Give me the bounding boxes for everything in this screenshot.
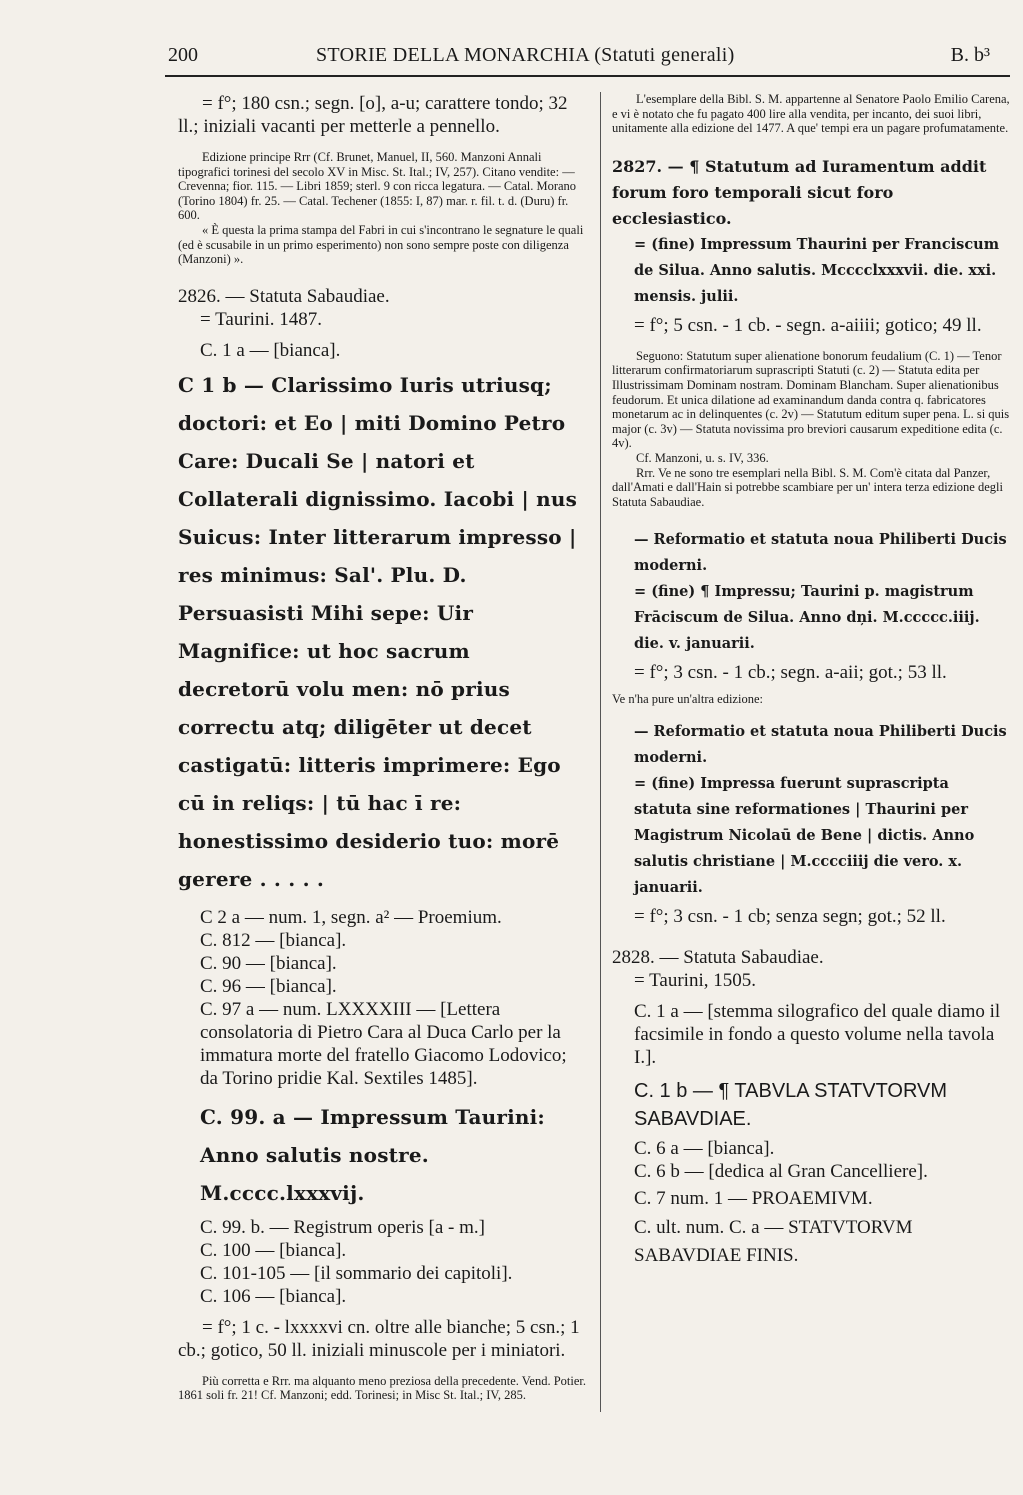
reformatio-1-title: — Reformatio et statuta noua Philiberti Ducis moderni. <box>634 531 1007 575</box>
left-column <box>178 92 588 1403</box>
reformatio-2-title: — Reformatio et statuta noua Philiberti Ducis moderni. <box>634 722 1007 766</box>
c1a-line: C. 1 a — [bianca]. <box>200 339 341 361</box>
reformatio-1-colophon: = (fine) ¶ Impressu; Taurini p. magistrum Frāciscum de Silua. Anno dņi. M.ccccc.iiij. die. v. januarii. <box>634 583 980 653</box>
c100-line: C. 100 — [bianca]. <box>200 1239 347 1261</box>
entry-2827-gothic-title: 2827. — ¶ Statutum ad Iuramentum addit forum foro temporali sicut foro ecclesiastico. <box>612 156 987 228</box>
entry-2828-ult: C. ult. num. C. a — STATVTORVM SABAVDIAE FINIS. <box>634 1216 913 1266</box>
c1b-gothic-text: C 1 b — Clarissimo Iuris utriusq; doctori: et Eo | miti Domino Petro Care: Ducali Se | natori et Collaterali dignissimo. Iacobi | nus Suicus: Inter litterarum impresso | res minimus: Sal'. Plu. D. Persuasisti Mihi sepe: Uir Magnifice: ut hoc sacrum decretorū volu men: nō prius correctu atq; diligēter ut decet castigatū: litteris imprimere: Ego cū in reliqs: | tū hac ī re: honestissimo desiderio tuo: morē gerere . . . . . <box>178 372 578 891</box>
collation-2825: = f°; 180 csn.; segn. [o], a-u; carattere tondo; 32 ll.; iniziali vacanti per metterle a pennello. <box>178 93 568 137</box>
reformatio-2-collation: = f°; 3 csn. - 1 cb; senza segn; got.; 52 ll. <box>634 905 946 927</box>
header-rule <box>165 75 1010 77</box>
page-number: 200 <box>168 44 198 66</box>
reformatio-2-colophon: = (fine) Impressa fuerunt suprascripta statuta sine reformationes | Thaurini per Magistrum Nicolaū de Bene | dictis. Anno salutis christiane | M.cccciiij die vero. x. januarii. <box>634 774 975 896</box>
entry-2826-heading: 2826. — Statuta Sabaudiae. <box>178 285 390 307</box>
signature-mark: B. b³ <box>950 44 990 66</box>
c812-line: C. 812 — [bianca]. <box>200 929 347 951</box>
entry-2828-heading: 2828. — Statuta Sabaudiae. <box>612 946 824 968</box>
c99b-line: C. 99. b. — Registrum operis [a - m.] <box>200 1216 485 1238</box>
entry-2827-note: Seguono: Statutum super alienatione bonorum feudalium (C. 1) — Tenor litterarum confirmatoriarum suprascripti Statuti (c. 2) — Statuta edita per Illustrissimam Dominam nostram. Dominam Blancham. Super alienationibus feudorum. Et unica dilatione ad examinandum danda contra q. fabricatores monetarum ac in delinquentes (c. 2v) — Statutum editum super pena. L. si quis major (c. 3v) — Statuta novissima pro breviori causarum expeditione edita (c. 4v). <box>612 348 1010 451</box>
reformatio-1-collation: = f°; 3 csn. - 1 cb.; segn. a-aii; got.; 53 ll. <box>634 662 947 684</box>
entry-2828-c1b: C. 1 b — ¶ TABVLA STATVTORVM SABAVDIAE. <box>634 1079 948 1130</box>
collation-2826: = f°; 1 c. - lxxxxvi cn. oltre alle bianche; 5 csn.; 1 cb.; gotico, 50 ll. iniziali minuscole per i miniatori. <box>178 1316 580 1361</box>
c90-line: C. 90 — [bianca]. <box>200 952 337 974</box>
note-esemplare: L'esemplare della Bibl. S. M. appartenne al Senatore Paolo Emilio Carena, e vi è notato che fu pagato 400 lire alla vendita, per incanto, dei suoi libri, unitamente alla edizione del 1477. A que' tempi era un pagare profumatamente. <box>612 92 1010 136</box>
running-title: STORIE DELLA MONARCHIA (Statuti generali) <box>316 44 735 66</box>
entry-2827-collation: = f°; 5 csn. - 1 cb. - segn. a-aiiii; gotico; 49 ll. <box>634 314 982 336</box>
c97a-line: C. 97 a — num. LXXXXIII — [Lettera consolatoria di Pietro Cara al Duca Carlo per la immatura morte del fratello Giacomo Lodovico; da Torino pridie Kal. Sextiles 1485]. <box>200 998 567 1089</box>
entry-2828-place: = Taurini, 1505. <box>634 969 756 991</box>
entry-2828-c6b: C. 6 b — [dedica al Gran Cancelliere]. <box>634 1160 928 1182</box>
entry-2827-cf: Cf. Manzoni, u. s. IV, 336. <box>636 450 769 465</box>
c106-line: C. 106 — [bianca]. <box>200 1285 347 1307</box>
entry-2827-rrr: Rrr. Ve ne sono tre esemplari nella Bibl. S. M. Com'è citata dal Panzer, dall'Amati e dall'Hain si potrebbe scambiare per un' intera terza edizione degli Statuta Sabaudiae. <box>612 465 1003 509</box>
right-column <box>612 92 1010 1270</box>
page-header <box>168 40 1008 72</box>
c96-line: C. 96 — [bianca]. <box>200 975 337 997</box>
note-2826: Più corretta e Rrr. ma alquanto meno preziosa della precedente. Vend. Potier. 1861 soli fr. 21! Cf. Manzoni; edd. Torinesi; in Misc St. Ital.; IV, 285. <box>178 1373 587 1403</box>
entry-2828-c6a: C. 6 a — [bianca]. <box>634 1137 775 1159</box>
entry-2826-place: = Taurini. 1487. <box>200 308 322 330</box>
quote-manzoni: « È questa la prima stampa del Fabri in cui s'incontrano le segnature le quali (ed è scusabile in un primo esperimento) non sono sempre poste con diligenza (Manzoni) ». <box>178 222 584 267</box>
c101-line: C. 101-105 — [il sommario dei capitoli]. <box>200 1262 513 1284</box>
c2a-line: C 2 a — num. 1, segn. a² — Proemium. <box>200 906 502 928</box>
reformatio-other-edition: Ve n'ha pure un'altra edizione: <box>612 692 763 707</box>
entry-2827-colophon: = (fine) Impressum Thaurini per Franciscum de Silua. Anno salutis. Mcccclxxxvii. die. xxi. mensis. julii. <box>634 235 1000 305</box>
column-divider <box>600 92 601 1412</box>
entry-2828-c7: C. 7 num. 1 — PROAEMIVM. <box>634 1187 873 1209</box>
c99a-gothic-colophon: C. 99. a — Impressum Taurini: Anno salutis nostre. M.cccc.lxxxvij. <box>200 1104 546 1205</box>
entry-2828-c1a: C. 1 a — [stemma silografico del quale diamo il facsimile in fondo a questo volume nella tavola I.]. <box>634 1000 1001 1068</box>
note-edizione-principe: Edizione principe Rrr (Cf. Brunet, Manuel, II, 560. Manzoni Annali tipografici torinesi del secolo XV in Misc. St. Ital.; IV, 257). Citano vendite: — Crevenna; fior. 115. — Libri 1859; sterl. 9 con ricca legatura. — Catal. Morano (Torino 1804) fr. 25. — Catal. Techener (1855: I, 87) mar. r. fil. t. d. (Duru) fr. 600. <box>178 150 577 223</box>
